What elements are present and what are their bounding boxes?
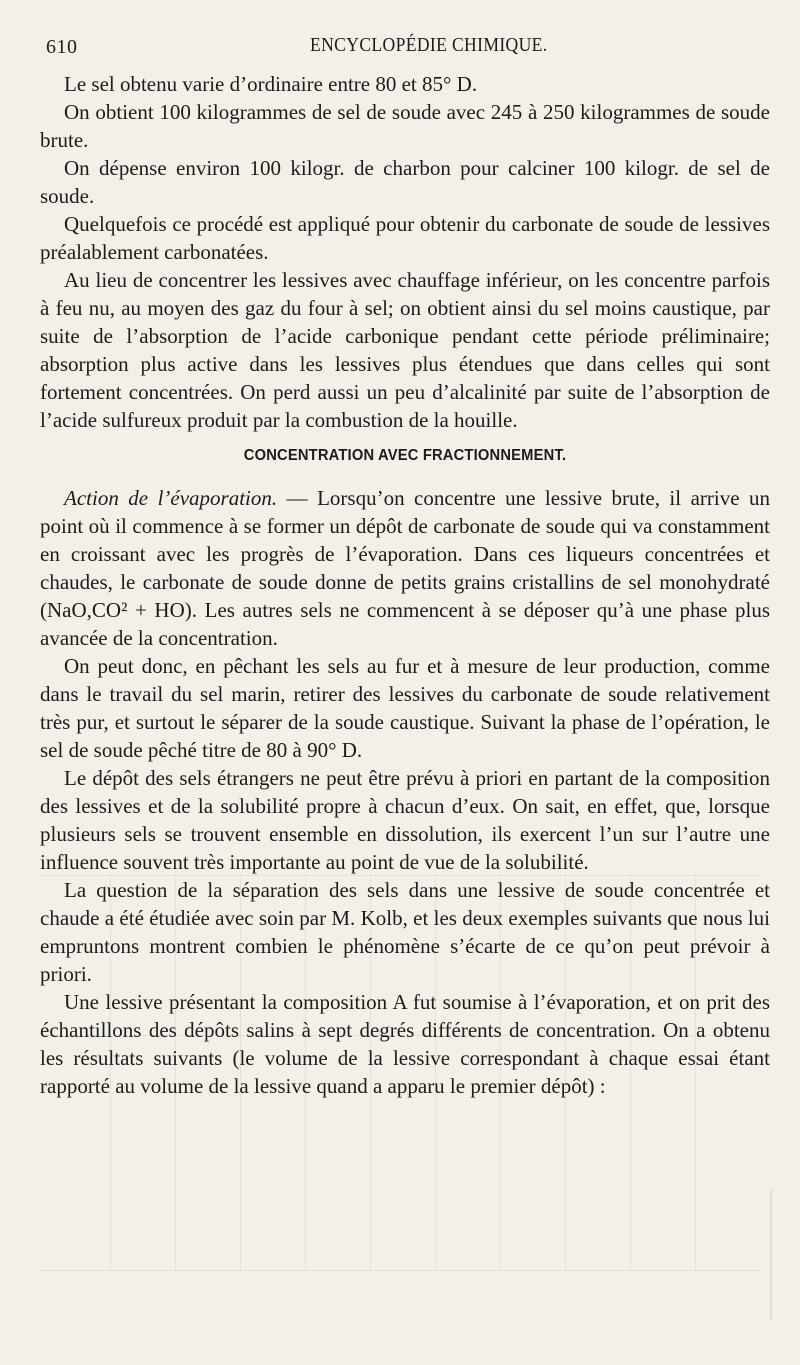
page-content: [40, 70, 770, 1100]
page-edge-shadow: [770, 1190, 772, 1320]
paragraph-1: Le sel obtenu varie d’ordinaire entre 80 et 85° D.: [64, 72, 478, 96]
paragraph-2: On obtient 100 kilogrammes de sel de soude avec 245 à 250 kilogrammes de soude brute.: [40, 100, 770, 152]
section-heading: CONCENTRATION AVEC FRACTIONNEMENT.: [243, 447, 567, 464]
page-number: 610: [46, 36, 78, 58]
paragraph-4: Quelquefois ce procédé est appliqué pour obtenir du carbonate de soude de lessives préalablement carbonatées.: [40, 212, 770, 264]
paragraph-8: Le dépôt des sels étrangers ne peut être prévu à priori en partant de la composition des lessives et de la solubilité propre à chacun d’eux. On sait, en effet, que, lorsque plusieurs sels se trouvent ensemble en dissolution, ils exercent l’un sur l’autre une influence souvent très importante au point de vue de la solubilité.: [40, 766, 770, 874]
paragraph-6-italic-lead: Action de l’évaporation.: [64, 486, 278, 510]
paragraph-9: La question de la séparation des sels dans une lessive de soude concentrée et chaude a été étudiée avec soin par M. Kolb, et les deux exemples suivants que nous lui empruntons montrent combien le phénomène s’écarte de ce qu’on peut prévoir à priori.: [40, 878, 770, 986]
paragraph-5: Au lieu de concentrer les lessives avec chauffage inférieur, on les concentre parfois à feu nu, au moyen des gaz du four à sel; on obtient ainsi du sel moins caustique, par suite de l’absorption de l’acide carbonique pendant cette période préliminaire; absorption plus active dans les lessives plus étendues que dans celles qui sont fortement concentrées. On perd aussi un peu d’alcalinité par suite de l’absorption de l’acide sulfureux produit par la combustion de la houille.: [40, 268, 770, 432]
bleed-through-table-line: [40, 1270, 760, 1271]
page-header: [40, 30, 770, 60]
paragraph-10: Une lessive présentant la composition A fut soumise à l’évaporation, et on prit des échantillons des dépôts salins à sept degrés différents de concentration. On a obtenu les résultats suivants (le volume de la lessive correspondant à chaque essai étant rapporté au volume de la lessive quand a apparu le premier dépôt) :: [40, 990, 770, 1098]
paragraph-6-body: — Lorsqu’on concentre une lessive brute, il arrive un point où il commence à se former un dépôt de carbonate de soude qui va constamment en croissant avec les progrès de l’évaporation. Dans ces liqueurs concentrées et chaudes, le carbonate de soude donne de petits grains cristallins de sel monohydraté (NaO,CO² + HO). Les autres sels ne commencent à se déposer qu’à une phase plus avancée de la concentration.: [40, 486, 771, 650]
paragraph-6: [40, 484, 770, 652]
paragraph-3: On dépense environ 100 kilogr. de charbon pour calciner 100 kilogr. de sel de soude.: [40, 156, 770, 208]
running-title: ENCYCLOPÉDIE CHIMIQUE.: [310, 34, 548, 56]
paragraph-7: On peut donc, en pêchant les sels au fur et à mesure de leur production, comme dans le travail du sel marin, retirer des lessives du carbonate de soude relativement très pur, et surtout le séparer de la soude caustique. Suivant la phase de l’opération, le sel de soude pêché titre de 80 à 90° D.: [40, 654, 770, 762]
